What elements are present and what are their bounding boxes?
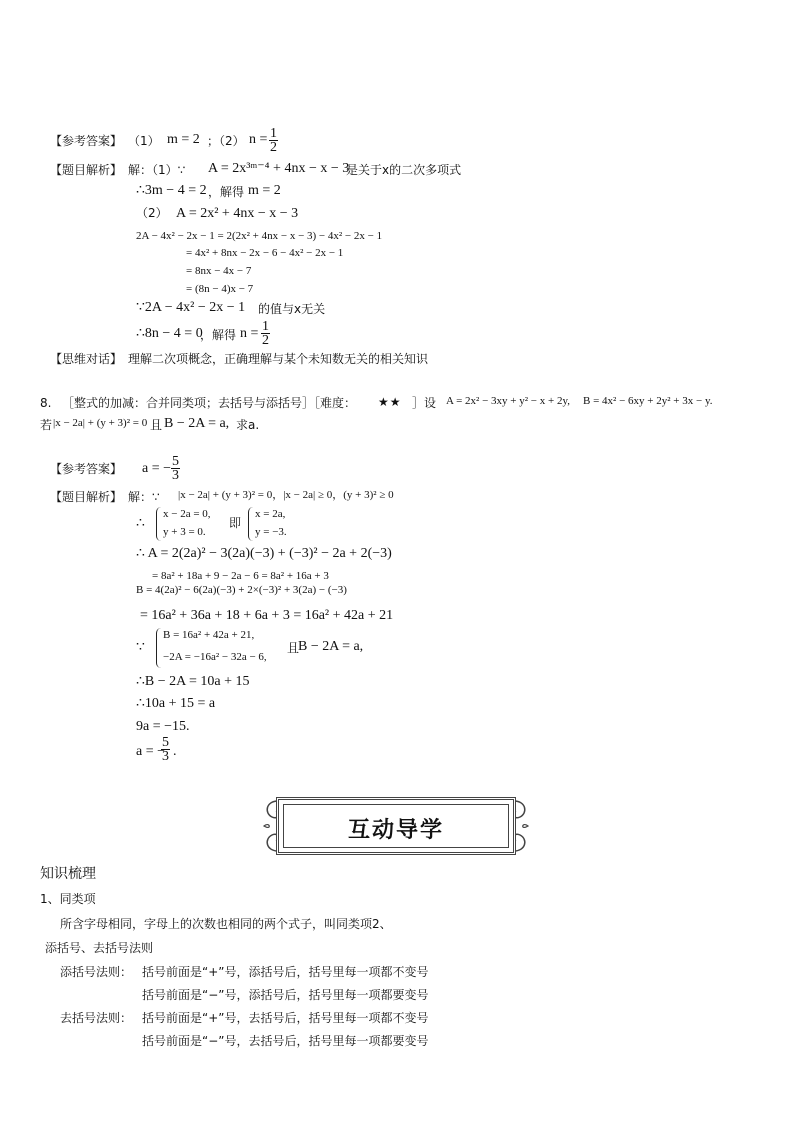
s2-ji: 即 [229, 516, 242, 530]
s1-math: |x − 2a| + (y + 3)² = 0，|x − 2a| ≥ 0，(y + 3)² ≥ 0 [178, 489, 394, 501]
s2-therefore: ∴ [136, 516, 145, 531]
step9-suffix: ，解得 [200, 328, 237, 342]
step9-lhs: n = [240, 326, 259, 341]
knowledge-heading: 知识梳理 [40, 866, 96, 882]
knowledge-item1: 1、同类项 [40, 892, 96, 906]
answer-separator: ；（2） [207, 134, 245, 148]
add-bracket-rule1: 括号前面是“+”号，添括号后，括号里每一项都不变号 [142, 965, 429, 979]
step5-math: = 4x² + 8nx − 2x − 6 − 4x² − 2x − 1 [186, 247, 344, 259]
s9-math: ∴10a + 15 = a [136, 696, 216, 711]
s2-sys2-a: x = 2a, [255, 508, 286, 520]
given-A: A = 2x² − 3xy + y² − x + 2y, [446, 395, 570, 407]
step4-math: 2A − 4x² − 2x − 1 = 2(2x² + 4nx − x − 3) − 4x² − 2x − 1 [136, 230, 383, 242]
question-number: 8. [40, 396, 52, 410]
answer-part1-math: m = 2 [167, 132, 200, 147]
banner-frame [276, 797, 516, 855]
system3-brace [156, 628, 161, 668]
step6-math: = 8nx − 4x − 7 [186, 265, 252, 277]
answer-part1-label: （1） [128, 134, 160, 148]
step2-math: ∴3m − 4 = 2 [136, 183, 207, 198]
answer-part2-lhs: n = [249, 132, 268, 147]
step3-math: A = 2x² + 4nx − x − 3 [176, 206, 299, 221]
add-bracket-rule2: 括号前面是“−”号，添括号后，括号里每一项都要变号 [142, 988, 429, 1002]
answer8-tag: 【参考答案】 [50, 462, 123, 476]
condition-suffix: 求a. [236, 418, 260, 432]
s7-sys-b: −2A = −16a² − 32a − 6, [163, 651, 267, 663]
answer8-fraction: $\frac{5}{3}$ [172, 454, 179, 483]
step8-math: ∵2A − 4x² − 2x − 1 [136, 300, 246, 315]
step3-label: （2） [136, 206, 168, 220]
condition-math: |x − 2a| + (y + 3)² = 0 [53, 417, 148, 429]
condition-prefix: 若 [40, 418, 53, 432]
difficulty-stars: ★★ [378, 395, 402, 409]
s7-sys-a: B = 16a² + 42a + 21, [163, 629, 255, 641]
s10-math: 9a = −15. [136, 719, 190, 734]
answer-part2-fraction: $\frac{1}{2}$ [270, 126, 277, 155]
thinking-text: 理解二次项概念，正确理解与某个未知数无关的相关知识 [128, 352, 429, 366]
step1-prefix: 解：（1）∵ [128, 163, 186, 177]
s2-sys2-b: y = −3. [255, 526, 287, 538]
s2-sys1-a: x − 2a = 0, [163, 508, 211, 520]
knowledge-item2: 添括号、去括号法则 [45, 941, 154, 955]
s11-fraction: $\frac{5}{3}$ [162, 735, 169, 764]
s3-math: ∴ A = 2(2a)² − 3(2a)(−3) + (−3)² − 2a + 2(−3) [136, 546, 392, 561]
remove-bracket-label: 去括号法则： [60, 1011, 133, 1025]
s4-math: = 8a² + 18a + 9 − 2a − 6 = 8a² + 16a + 3 [152, 570, 329, 582]
question-topic-end: ］设 [412, 396, 437, 410]
remove-bracket-rule2: 括号前面是“−”号，去括号后，括号里每一项都要变号 [142, 1034, 429, 1048]
s1-prefix: 解：∵ [128, 490, 160, 504]
condition-math2: B − 2A = a, [164, 416, 230, 431]
step2-suffix: ，解得 [208, 185, 245, 199]
s2-sys1-b: y + 3 = 0. [163, 526, 206, 538]
step9-fraction: $\frac{1}{2}$ [262, 319, 269, 348]
step2-result: m = 2 [248, 183, 281, 198]
s8-math: ∴B − 2A = 10a + 15 [136, 674, 250, 689]
knowledge-item1-desc: 所含字母相同，字母上的次数也相同的两个式子，叫同类项2、 [60, 917, 392, 931]
s7-mid: 且 [287, 641, 300, 655]
step9-math: ∴8n − 4 = 0 [136, 326, 203, 341]
condition-mid: 且 [150, 418, 163, 432]
analysis-tag: 【题目解析】 [50, 163, 123, 177]
answer8-lhs: a = − [142, 461, 172, 476]
banner-title: 互动导学 [347, 817, 444, 843]
add-bracket-label: 添括号法则： [60, 965, 133, 979]
s11-end: . [173, 744, 177, 759]
remove-bracket-rule1: 括号前面是“+”号，去括号后，括号里每一项都不变号 [142, 1011, 429, 1025]
step1-suffix: 是关于x的二次多项式 [346, 163, 462, 177]
s7-math: B − 2A = a, [298, 639, 364, 654]
answer-tag: 【参考答案】 [50, 134, 123, 148]
step7-math: = (8n − 4)x − 7 [186, 283, 254, 295]
system1-brace [156, 507, 161, 541]
system2-brace [248, 507, 253, 541]
s5-math: B = 4(2a)² − 6(2a)(−3) + 2×(−3)² + 3(2a) − (−3) [136, 584, 347, 596]
s7-because: ∵ [136, 640, 145, 655]
s11-lhs: a = − [136, 744, 166, 759]
step1-math: A = 2x³ᵐ⁻⁴ + 4nx − x − 3 [208, 161, 350, 176]
question-topic: ［整式的加减：合并同类项；去括号与添括号］［难度： [62, 396, 357, 410]
given-B: B = 4x² − 6xy + 2y² + 3x − y. [583, 395, 713, 407]
analysis8-tag: 【题目解析】 [50, 490, 123, 504]
s6-math: = 16a² + 36a + 18 + 6a + 3 = 16a² + 42a + 21 [140, 608, 394, 623]
thinking-tag: 【思维对话】 [50, 352, 123, 366]
step8-suffix: 的值与x无关 [258, 302, 326, 316]
